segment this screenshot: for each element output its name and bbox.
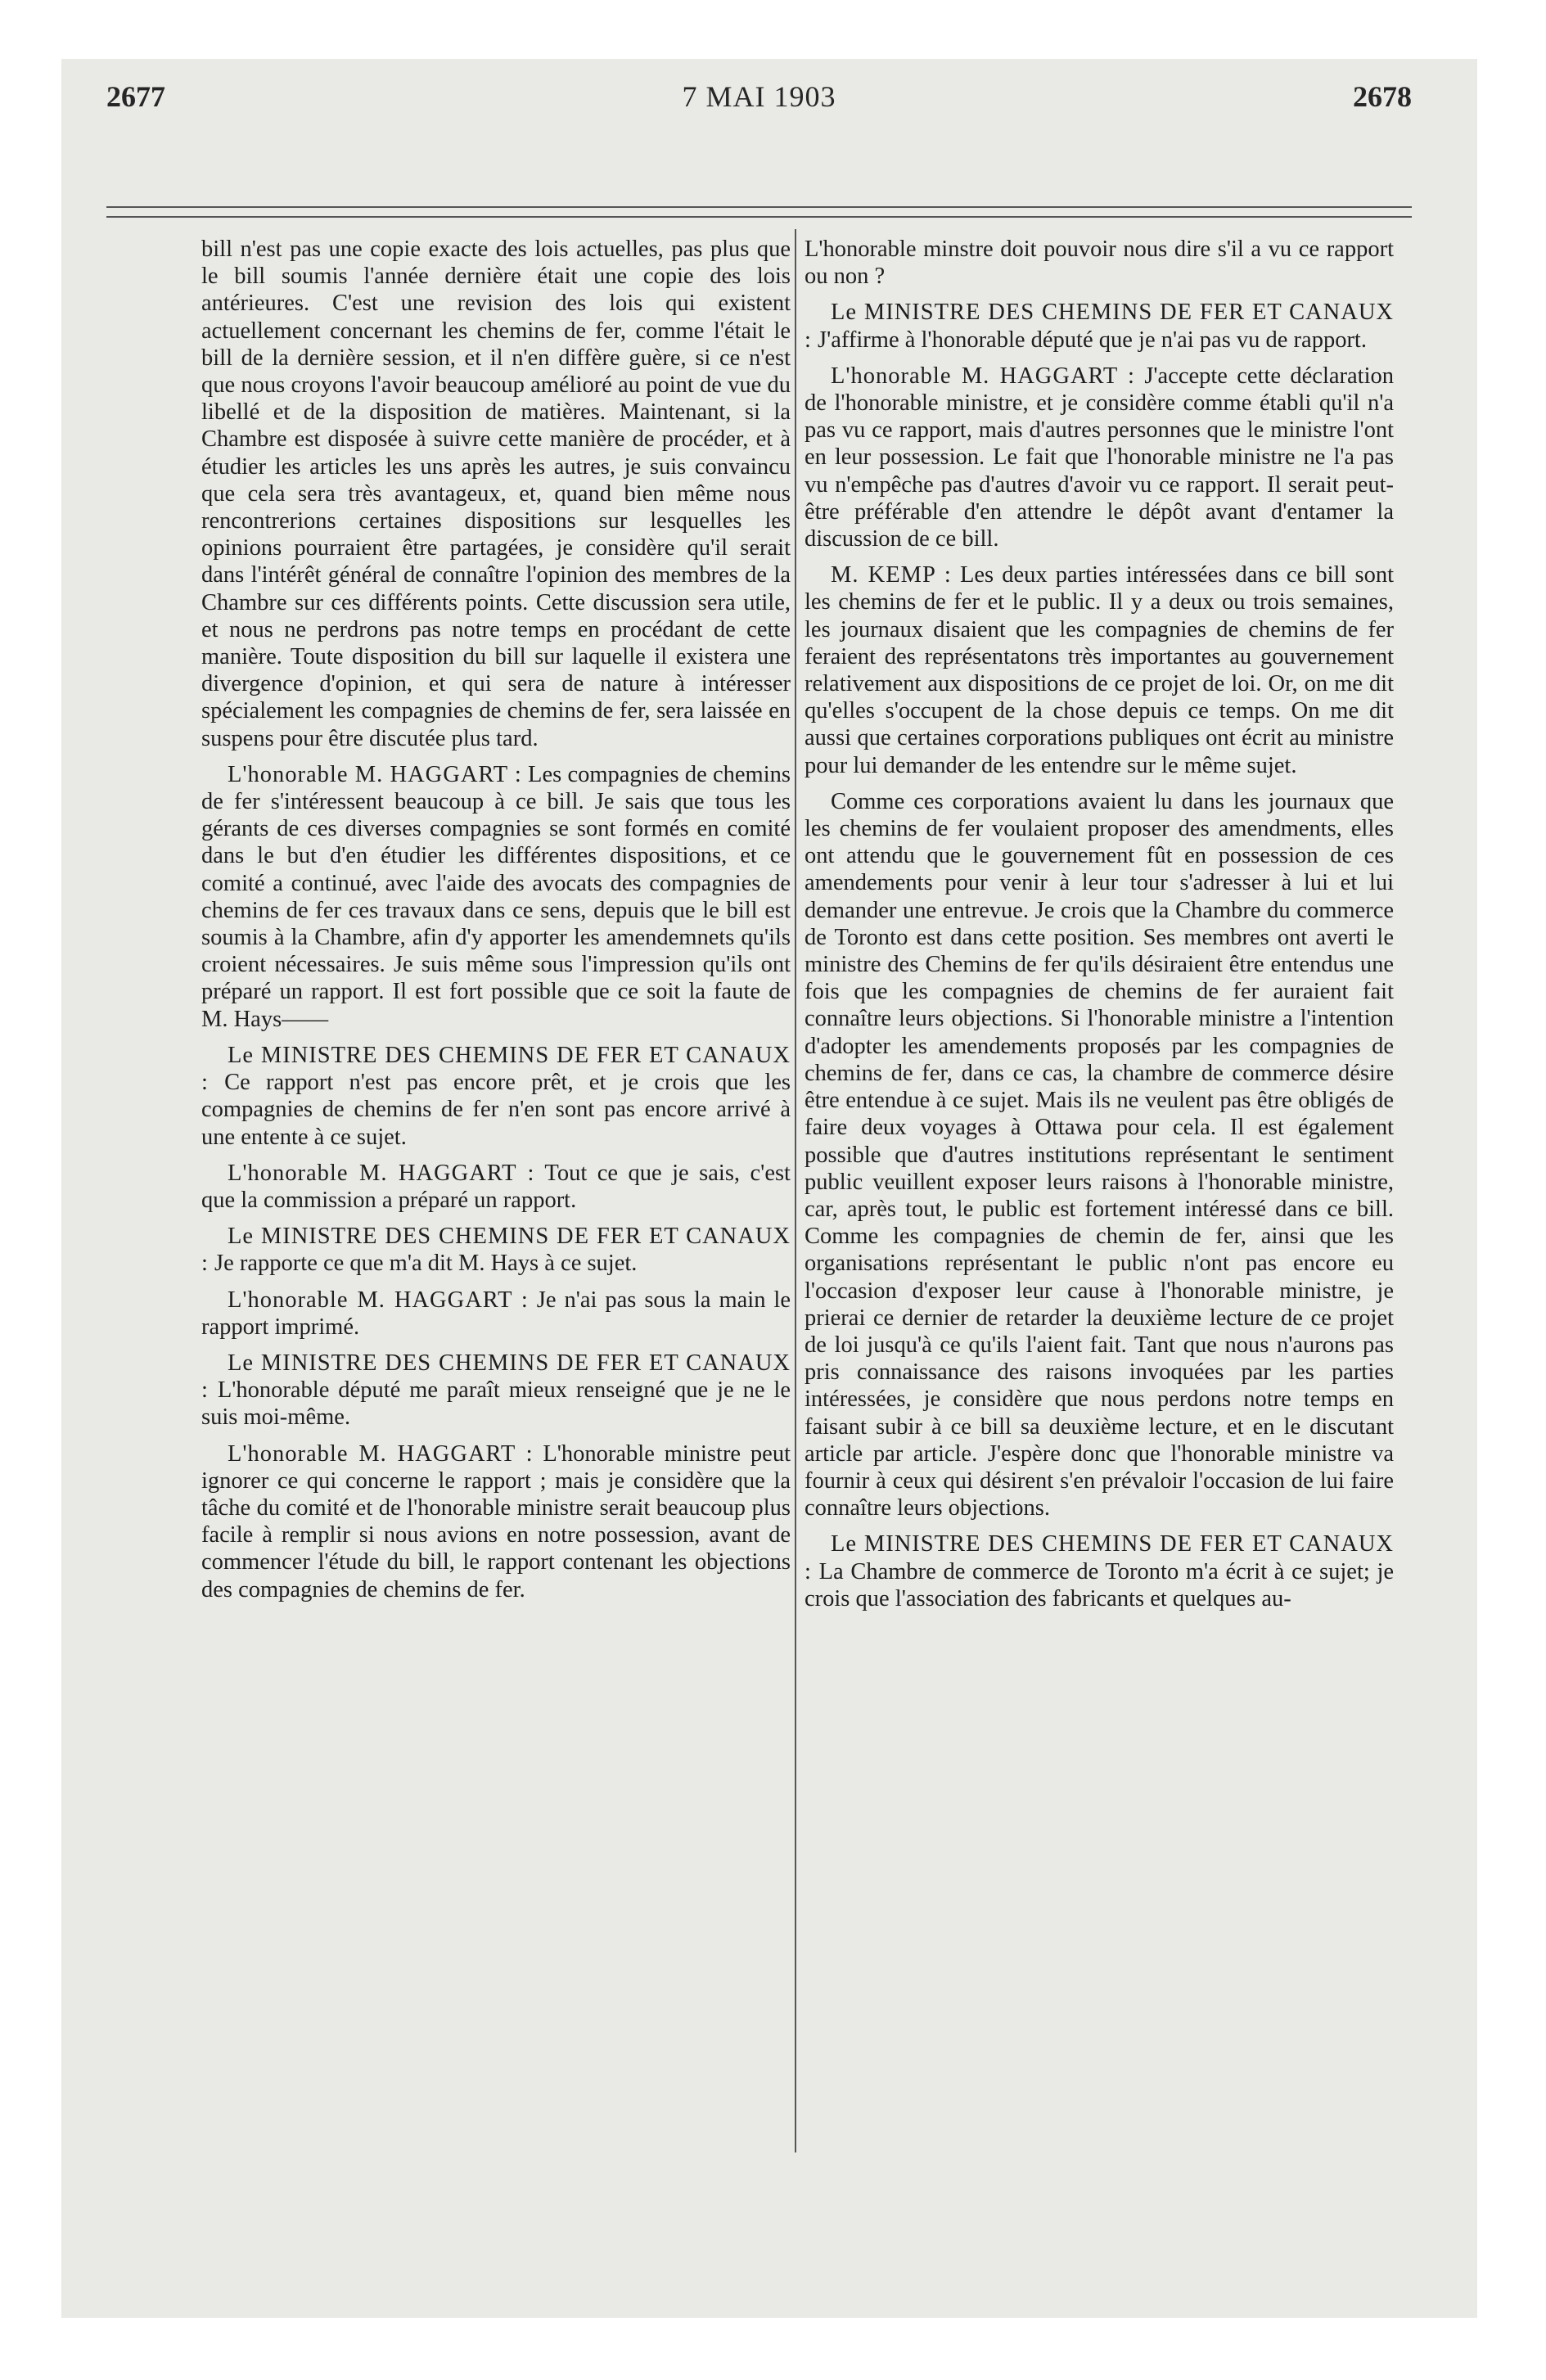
paragraph-text: La Chambre de commerce de Toronto m'a écrit à ce sujet; je crois que l'association des fabricants et quelques au- bbox=[805, 1558, 1395, 1611]
paragraph-text: Les deux parties intéressées dans ce bill sont les chemins de fer et le public. Il y a deux ou trois semaines, les journaux disaient que les compagnies de chemins de fer feraient des représentatons très importantes au gouvernement relativement aux dispositions de ce projet de loi. Or, on me dit qu'elles s'occupent de la chose depuis ce temps. On me dit aussi que certaines corporations publiques ont écrit au ministre pour lui demander de les entendre sur le même sujet. bbox=[805, 562, 1395, 778]
paragraph bbox=[201, 1440, 791, 1603]
speaker-label: L'honorable M. HAGGART : bbox=[228, 1440, 534, 1467]
paragraph bbox=[201, 1287, 791, 1341]
speaker-label: Le MINISTRE DES CHEMINS DE FER ET CANAUX : bbox=[201, 1042, 791, 1096]
paragraph-text: Je n'ai pas sous la main le rapport imprimé. bbox=[201, 1287, 791, 1340]
paragraph-text: bill n'est pas une copie exacte des lois actuelles, pas plus que le bill soumis l'année dernière était une copie des lois antérieures. C'est une revision des lois qui existent actuellement concernant les chemins de fer, comme l'était le bill de la dernière session, et il n'en diffère guère, si ce n'est que nous croyons l'avoir beaucoup amélioré au point de vue du libellé et de la disposition de matières. Maintenant, si la Chambre est disposée à suivre cette manière de procéder, et à étudier les articles les uns après les autres, je suis convaincu que cela sera très avantageux, et, quand bien même nous rencontrerions certaines dispositions sur lesquelles les opinions pourraient être partagées, je considère qu'il serait dans l'intérêt général de connaître l'opinion des membres de la Chambre sur ces différents points. Cette discussion sera utile, et nous ne perdrons pas notre temps en procédant de cette manière. Toute disposition du bill sur laquelle il existera une divergence d'opinion, et qui sera de nature à intéresser spécialement les compagnies de chemins de fer, sera laissée en suspens pour être discutée plus tard. bbox=[201, 237, 791, 751]
column-divider bbox=[795, 229, 796, 2152]
paragraph-text: Les compagnies de chemins de fer s'intéressent beaucoup à ce bill. Je sais que tous les gérants de ces diverses compagnies se sont formés en comité dans le but d'en étudier les différentes dispositions, et ce comité a continué, avec l'aide des avocats des compagnies de chemins de fer ces travaux dans ce sens, depuis que le bill est soumis à la Chambre, afin d'y apporter les amendemnets qu'ils croient nécessaires. Je suis même sous l'impression qu'ils ont préparé un rapport. Il est fort possible que ce soit la faute de M. Hays—— bbox=[201, 761, 791, 1032]
paragraph bbox=[201, 1160, 791, 1214]
page-number-right: 2678 bbox=[1353, 80, 1412, 113]
right-column bbox=[805, 236, 1394, 1621]
paragraph-text: L'honorable député me paraît mieux renseigné que je ne le suis moi-même. bbox=[201, 1377, 791, 1431]
paragraph-text: L'honorable minstre doit pouvoir nous dire s'il a vu ce rapport ou non ? bbox=[805, 237, 1394, 290]
paragraph bbox=[201, 236, 791, 752]
paragraph bbox=[201, 1223, 791, 1277]
speaker-label: L'honorable M. HAGGART : bbox=[831, 363, 1135, 389]
paragraph bbox=[201, 761, 791, 1033]
paragraph bbox=[805, 299, 1394, 353]
header-date: 7 MAI 1903 bbox=[682, 80, 836, 113]
paragraph-text: Tout ce que je sais, c'est que la commission a préparé un rapport. bbox=[201, 1160, 791, 1213]
page-header bbox=[106, 79, 1412, 120]
page-number-left: 2677 bbox=[106, 80, 165, 113]
speaker-label: L'honorable M. HAGGART : bbox=[228, 1160, 535, 1186]
paragraph bbox=[201, 1350, 791, 1431]
speaker-label: Le MINISTRE DES CHEMINS DE FER ET CANAUX : bbox=[805, 1531, 1394, 1584]
paragraph bbox=[805, 236, 1394, 290]
paragraph-text: Ce rapport n'est pas encore prêt, et je crois que les compagnies de chemins de fer n'en sont pas encore arrivé à une entente à ce sujet. bbox=[201, 1070, 791, 1150]
paragraph-text: Je rapporte ce que m'a dit M. Hays à ce sujet. bbox=[214, 1251, 638, 1277]
speaker-label: M. KEMP : bbox=[831, 562, 952, 588]
paragraph-text: Comme ces corporations avaient lu dans les journaux que les chemins de fer voulaient proposer des amendments, elles ont attendu que le gouvernement fût en possession de ces amendements pour venir à leur tour s'adresser à lui et lui demander une entrevue. Je crois que la Chambre du commerce de Toronto est dans cette position. Ses membres ont averti le ministre des Chemins de fer qu'ils désiraient être entendus une fois que les compagnies de chemins de fer auraient fait connaître leurs objections. Si l'honorable ministre a l'intention d'adopter les amendements proposés par les compagnies de chemins de fer, dans ce cas, la chambre de commerce désire être entendue à ce sujet. Mais ils ne veulent pas être obligés de faire deux voyages à Ottawa pour cela. Il est également possible que d'autres institutions représentant le sentiment public veuillent exposer leurs raisons à l'honorable ministre, car, après tout, le public est fortement intéressé dans ce bill. Comme les compagnies de chemin de fer, ainsi que les organisations représentant le public n'ont pas encore eu l'occasion d'exposer leur cause à l'honorable ministre, je prierai ce dernier de retarder la deuxième lecture de ce projet de loi jusqu'à ce qu'ils l'aient fait. Tant que nous n'aurons pas pris connaissance des raisons invoquées par les parties intéressées, je considère que nous perdons notre temps en faisant subir à ce bill sa deuxième lecture, et en le discutant article par article. J'espère donc que l'honorable ministre va fournir à ceux qui désirent s'en prévaloir l'occasion de lui faire connaître leurs objections. bbox=[805, 788, 1394, 1521]
paragraph bbox=[805, 1530, 1394, 1612]
paragraph bbox=[805, 363, 1394, 552]
speaker-label: L'honorable M. HAGGART : bbox=[228, 1287, 529, 1313]
left-column bbox=[201, 236, 791, 1612]
paragraph bbox=[805, 561, 1394, 779]
paragraph-text: J'affirme à l'honorable député que je n'ai pas vu de rapport. bbox=[818, 327, 1367, 353]
paragraph-text: J'accepte cette déclaration de l'honorable ministre, et je considère comme établi qu'il n'a pas vu ce rapport, mais d'autres personnes que le ministre l'ont en leur possession. Le fait que l'honorable ministre ne l'a pas vu n'empêche pas d'autres d'avoir vu ce rapport. Il serait peut-être préférable d'en attendre le dépôt avant d'entamer la discussion de ce bill. bbox=[805, 363, 1394, 552]
speaker-label: Le MINISTRE DES CHEMINS DE FER ET CANAUX : bbox=[201, 1224, 791, 1277]
speaker-label: Le MINISTRE DES CHEMINS DE FER ET CANAUX : bbox=[201, 1350, 791, 1404]
header-rule-top bbox=[106, 206, 1412, 208]
speaker-label: L'honorable M. HAGGART : bbox=[228, 761, 522, 787]
header-rule-bottom bbox=[106, 216, 1412, 218]
paragraph-text: L'honorable ministre peut ignorer ce qui concerne le rapport ; mais je considère que la tâche du comité et de l'honorable ministre serait beaucoup plus facile à remplir si nous avions en notre possession, avant de commencer l'étude du bill, le rapport contenant les objections des compagnies de chemins de fer. bbox=[201, 1440, 791, 1602]
paragraph bbox=[805, 788, 1394, 1521]
speaker-label: Le MINISTRE DES CHEMINS DE FER ET CANAUX : bbox=[805, 300, 1394, 353]
paragraph bbox=[201, 1042, 791, 1151]
